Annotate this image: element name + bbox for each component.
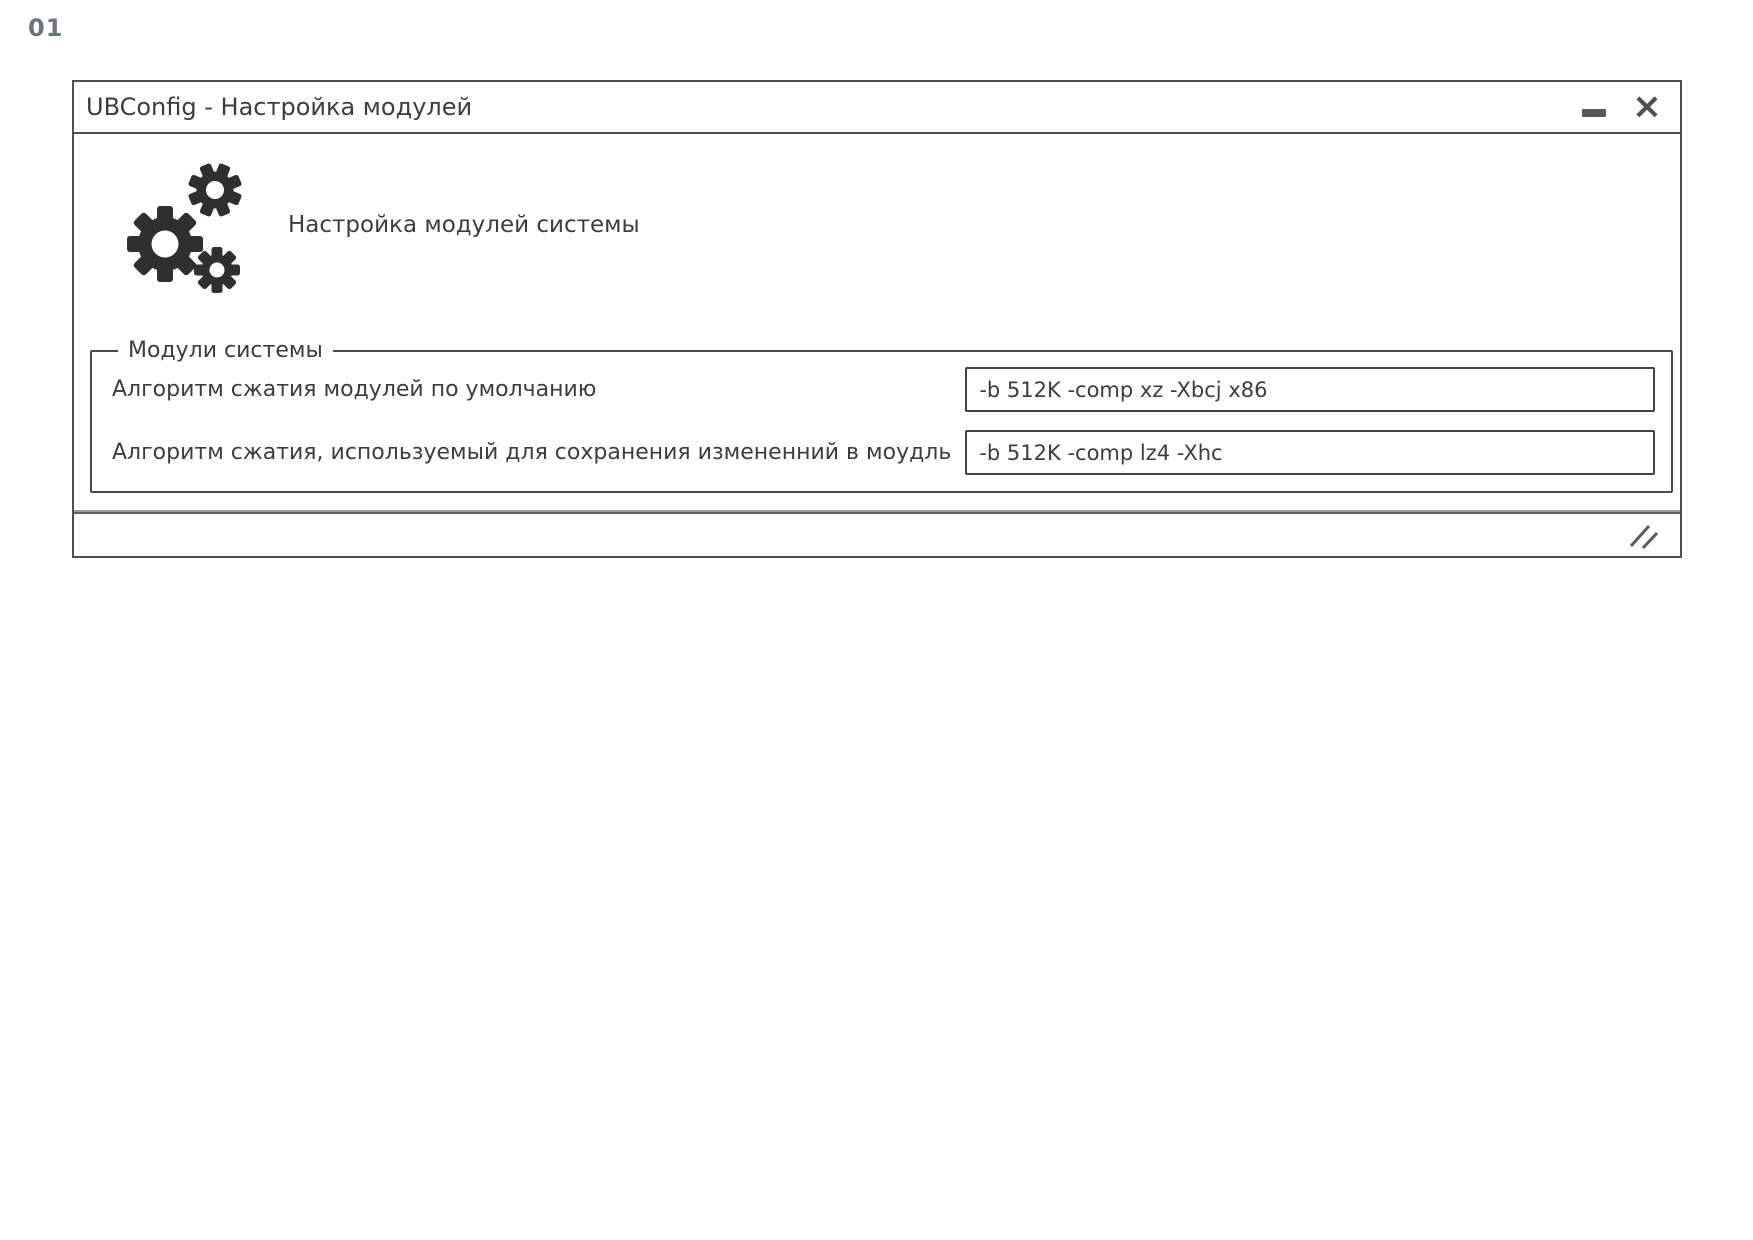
status-bar [74, 512, 1680, 556]
page-title: Настройка модулей системы [288, 212, 640, 238]
gears-icon [118, 162, 243, 297]
slide-number: 01 [28, 14, 64, 42]
minimize-icon [1582, 109, 1606, 117]
close-button[interactable] [1631, 86, 1662, 127]
groupbox-title: Модули системы [128, 338, 323, 363]
title-bar[interactable] [74, 82, 1680, 134]
field-row-default-compression [112, 367, 1655, 412]
window-title: UBConfig - Настройка модулей [86, 93, 473, 121]
window-content [74, 134, 1680, 512]
field-row-save-compression [112, 430, 1655, 475]
ubconfig-window [72, 80, 1682, 558]
default-compression-input[interactable] [965, 367, 1655, 412]
save-compression-input[interactable] [965, 430, 1655, 475]
minimize-button[interactable] [1582, 97, 1606, 117]
save-compression-label: Алгоритм сжатия, используемый для сохранения измененний в моудль [112, 440, 952, 465]
default-compression-label: Алгоритм сжатия модулей по умолчанию [112, 377, 597, 402]
window-controls [1582, 86, 1662, 127]
resize-grip-icon[interactable] [1628, 523, 1660, 551]
close-icon: × [1631, 86, 1662, 127]
groupbox-system-modules [90, 338, 1673, 493]
